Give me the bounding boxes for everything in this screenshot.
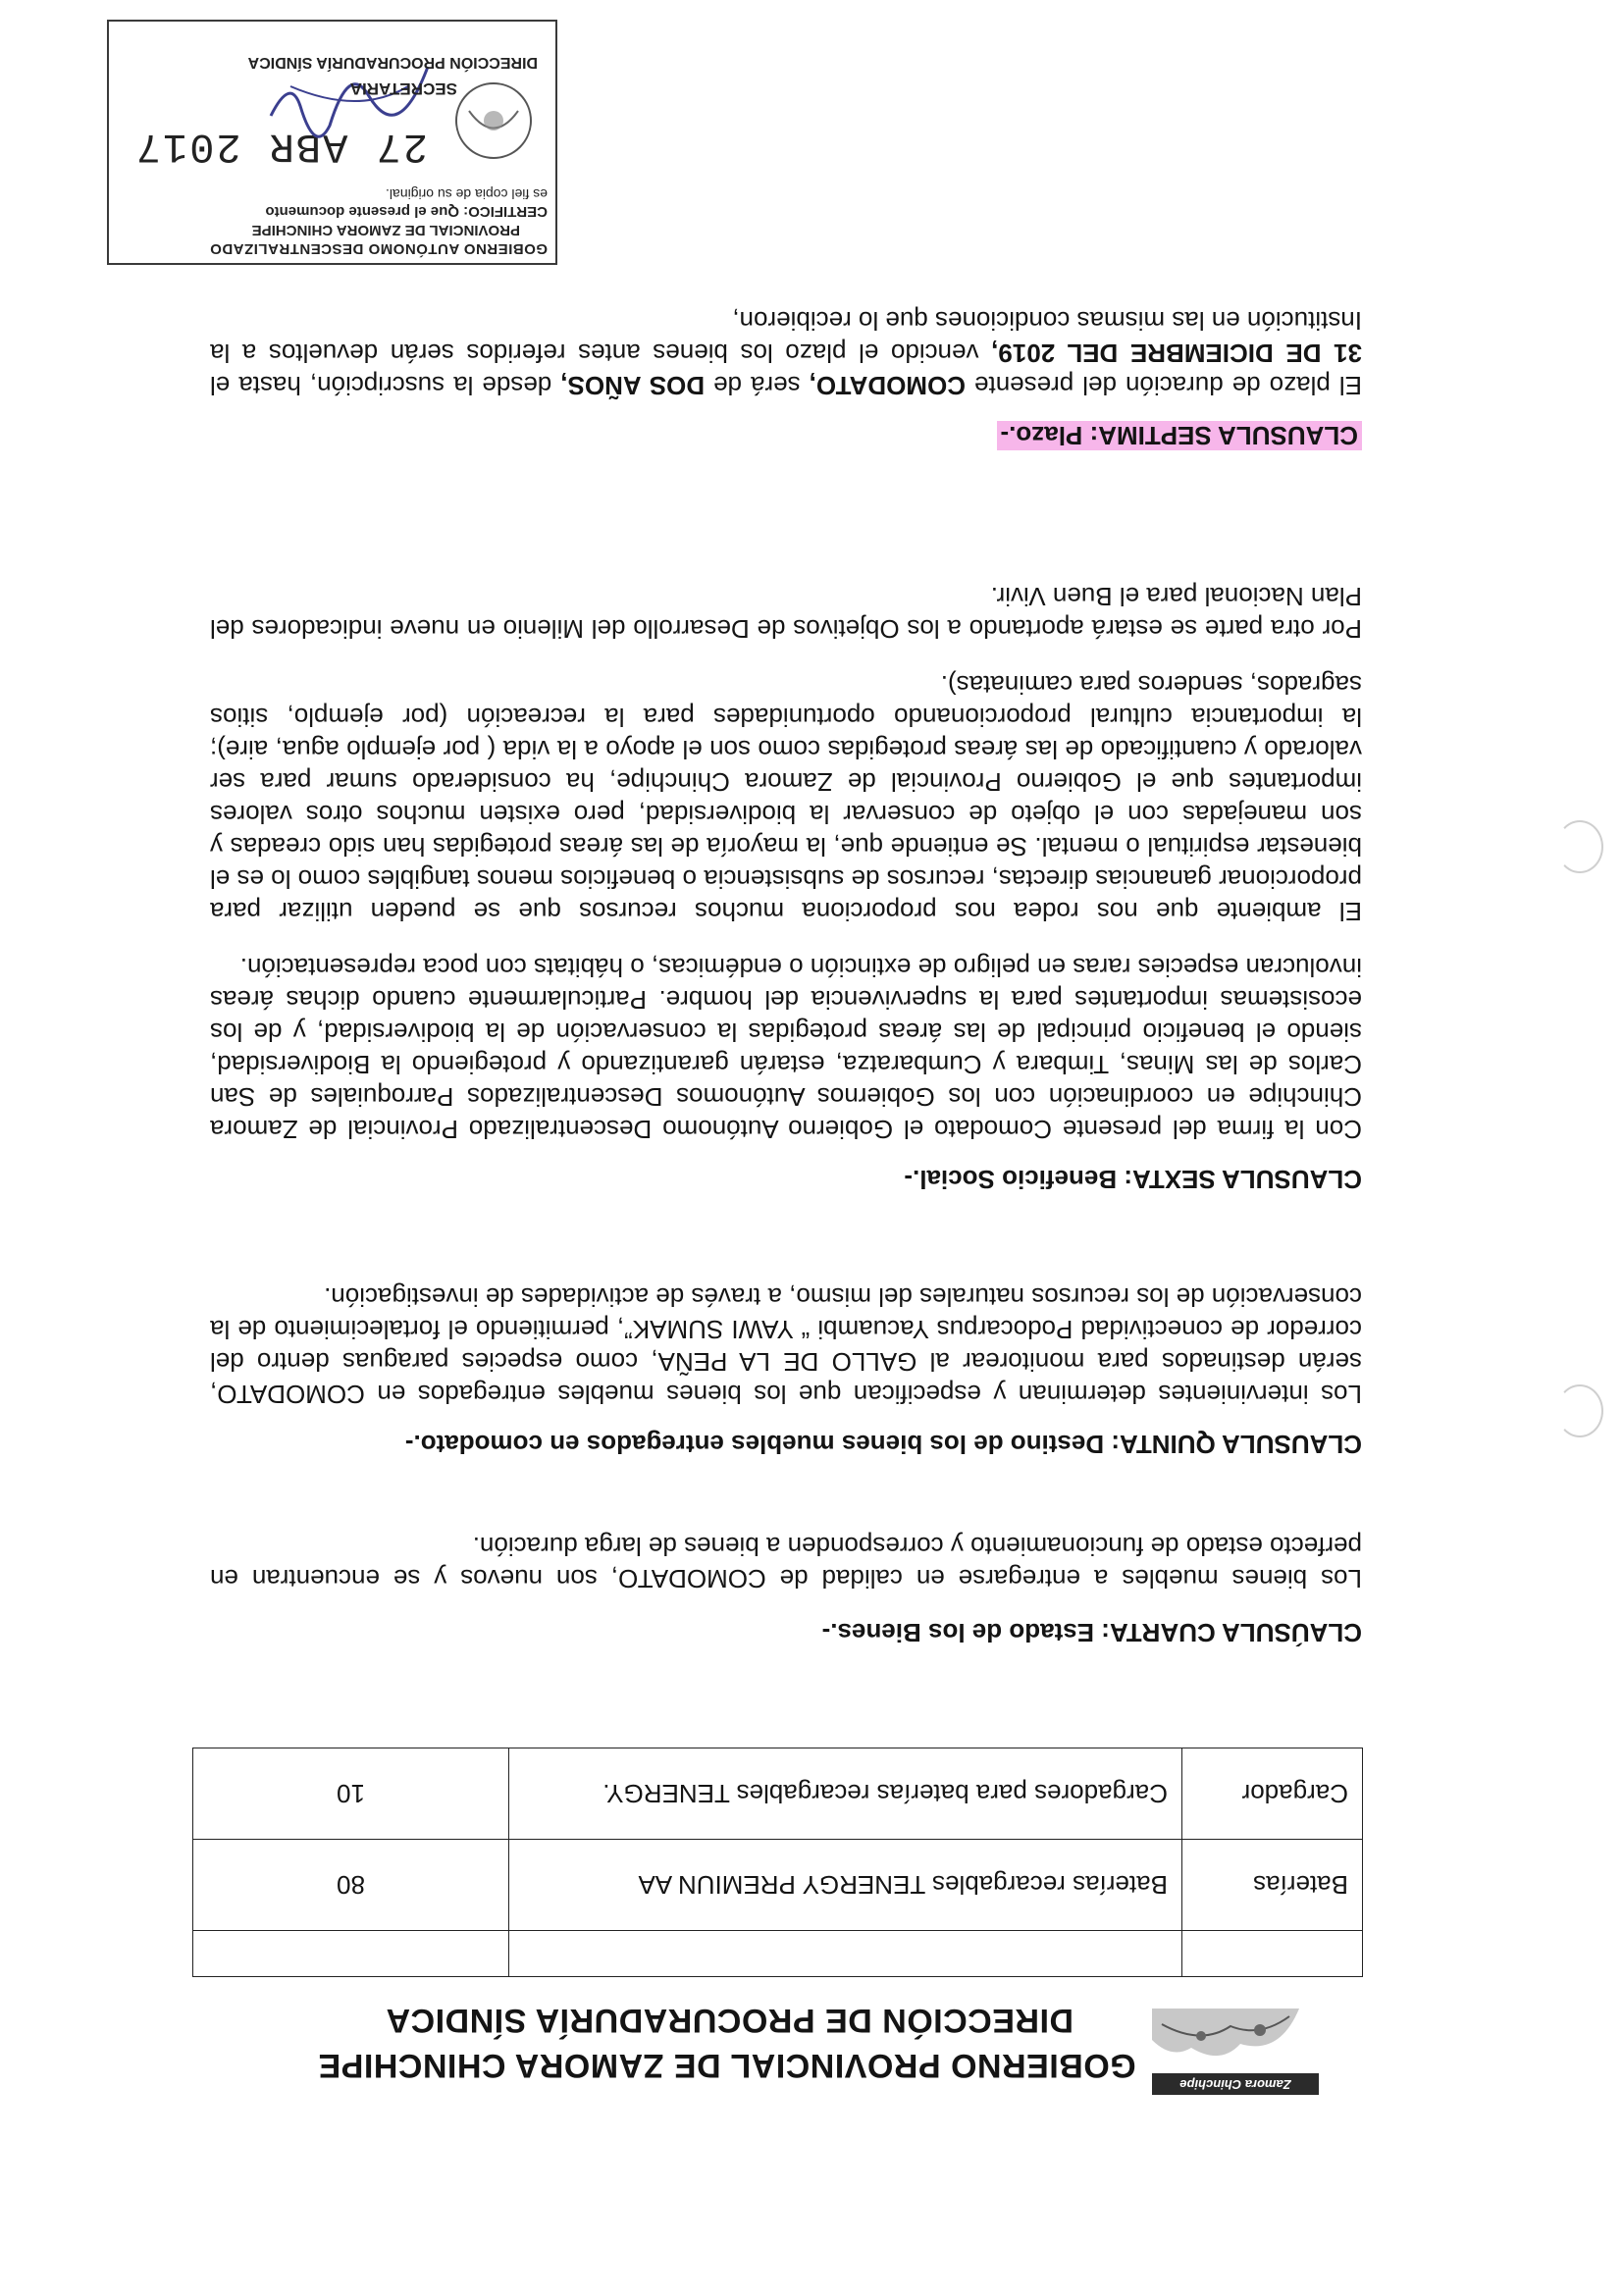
stamp-line: CERTIFICO: Que el presente documento	[265, 203, 548, 220]
table-cell-description: Baterías recargables TENERGY PREMIUN AA	[509, 1840, 1182, 1931]
clause-body: El plazo de duración del presente COMODATO, será de DOS AÑOS, desde la suscripción, hasta el 31 DE DICIEMBRE DEL 2019, vencido el plazo los bienes antes referidos serán devueltos a la Institución en las mismas condiciones que lo recibieron,	[209, 305, 1362, 400]
table-cell-item: Baterías	[1181, 1840, 1362, 1931]
table-row	[193, 1748, 1363, 1840]
table-cell-quantity	[193, 1931, 509, 1977]
logo-text: Zamora Chinchipe	[1152, 2073, 1319, 2095]
clause-body: Los intervinientes determinan y especifican que los bienes muebles entregados en COMODATO, serán destinados para monitorear al GALLO DE LA PEÑA, como especies paraguas dentro del corredor de conectividad Podocarpus Yacuambi “ YAWI SUMAK”, permitiendo el fortalecimiento de la conservación de los recursos naturales del mismo, a través de actividades de investigación.	[210, 1281, 1362, 1409]
institution-title: GOBIERNO PROVINCIAL DE ZAMORA CHINCHIPE	[318, 2047, 1136, 2084]
clause-heading: CLAÚSULA CUARTA: Estado de los Bienes.-	[821, 1618, 1362, 1647]
clause-quinta	[210, 1280, 1362, 1460]
stamp-line: PROVINCIAL DE ZAMORA CHINCHIPE	[251, 222, 520, 238]
seal-icon	[449, 77, 538, 165]
clause-body: El ambiente que nos rodea nos proporciona muchos recursos que se pueden utilizar para proporcionar ganancias directas, recursos de subsistencia o beneficios menos tangibles como lo es el bienestar espiritual o mental. Se entiende que, la mayoría de las áreas protegidas han sido creadas y son manejadas con el objeto de conservar la biodiversidad, pero existen muchos otros valores importantes que el Gobierno Provincial de Zamora Chinchipe, ha considerado sumar para ser valorado y cuantificado de las áreas protegidas como son el apoyo a la vida ( por ejemplo agua, aire); la importancia cultural proporcionando oportunidades para la recreación (por ejemplo, sitios sagrados, senderos para caminatas).	[210, 669, 1362, 926]
table-cell-description	[509, 1931, 1182, 1977]
table-cell-quantity: 10	[193, 1748, 509, 1840]
clause-cuarta	[210, 1530, 1362, 1648]
stamp-line: SECRETARIA	[349, 79, 457, 98]
clause-septima	[210, 304, 1362, 451]
table-row	[193, 1840, 1363, 1931]
clause-body: Por otra parte se estará aportando a los Objetivos de Desarrollo del Milenio en nueve indicadores del Plan Nacional para el Buen Vivir.	[210, 581, 1362, 644]
punch-hole	[1556, 820, 1603, 873]
table-cell-quantity: 80	[193, 1840, 509, 1931]
stamp-line: es fiel copia de su original.	[386, 186, 548, 202]
department-title: DIRECCIÓN DE PROCURADURÍA SÍNDICA	[386, 2002, 1073, 2039]
table-cell-item: Cargador	[1181, 1748, 1362, 1840]
table-cell-description: Cargadores para baterías recargables TENERGY.	[509, 1748, 1182, 1840]
stamp-line: DIRECCIÓN PROCURADURÍA SÍNDICA	[247, 54, 538, 71]
clause-sexta	[210, 580, 1362, 1195]
clause-body: Los bienes muebles a entregarse en calidad de COMODATO, son nuevos y se encuentran en perfecto estado de funcionamiento y corresponden a bienes de larga duración.	[210, 1531, 1362, 1593]
clause-body: Con la firma del presente Comodato el Gobierno Autónomo Descentralizado Provincial de Zamora Chinchipe en coordinación con los Gobiernos Autónomos Descentralizados Parroquiales de San Carlos de las Minas, Timbara y Cumbaratza, estarán garantizando y protegiendo la Biodiversidad, siendo el beneficio principal de las áreas protegidas la conservación de la biodiversidad, y de los ecosistemas importantes para la supervivencia del hombre. Particularmente cuando dichas áreas involucran especies raras en peligro de extinción o endémicas, o hábitats con poca representación.	[210, 952, 1362, 1144]
clause-heading	[210, 419, 1362, 451]
table-cell-item	[1181, 1931, 1362, 1977]
stamp-line: GOBIERNO AUTÓNOMO DESCENTRALIZADO	[209, 240, 548, 257]
table-row	[193, 1931, 1363, 1977]
highlighted-heading: CLAUSULA SEPTIMA: Plazo.-	[997, 421, 1362, 450]
clause-heading: CLAUSULA SEXTA: Beneficio Social.-	[904, 1165, 1362, 1194]
certification-stamp	[107, 20, 557, 265]
clause-heading: CLAUSULA QUINTA: Destino de los bienes muebles entregados en comodato.-	[404, 1430, 1362, 1459]
items-table	[192, 1748, 1363, 1977]
stamp-date: 27 ABR 2017	[133, 123, 428, 170]
punch-hole	[1556, 1384, 1603, 1437]
